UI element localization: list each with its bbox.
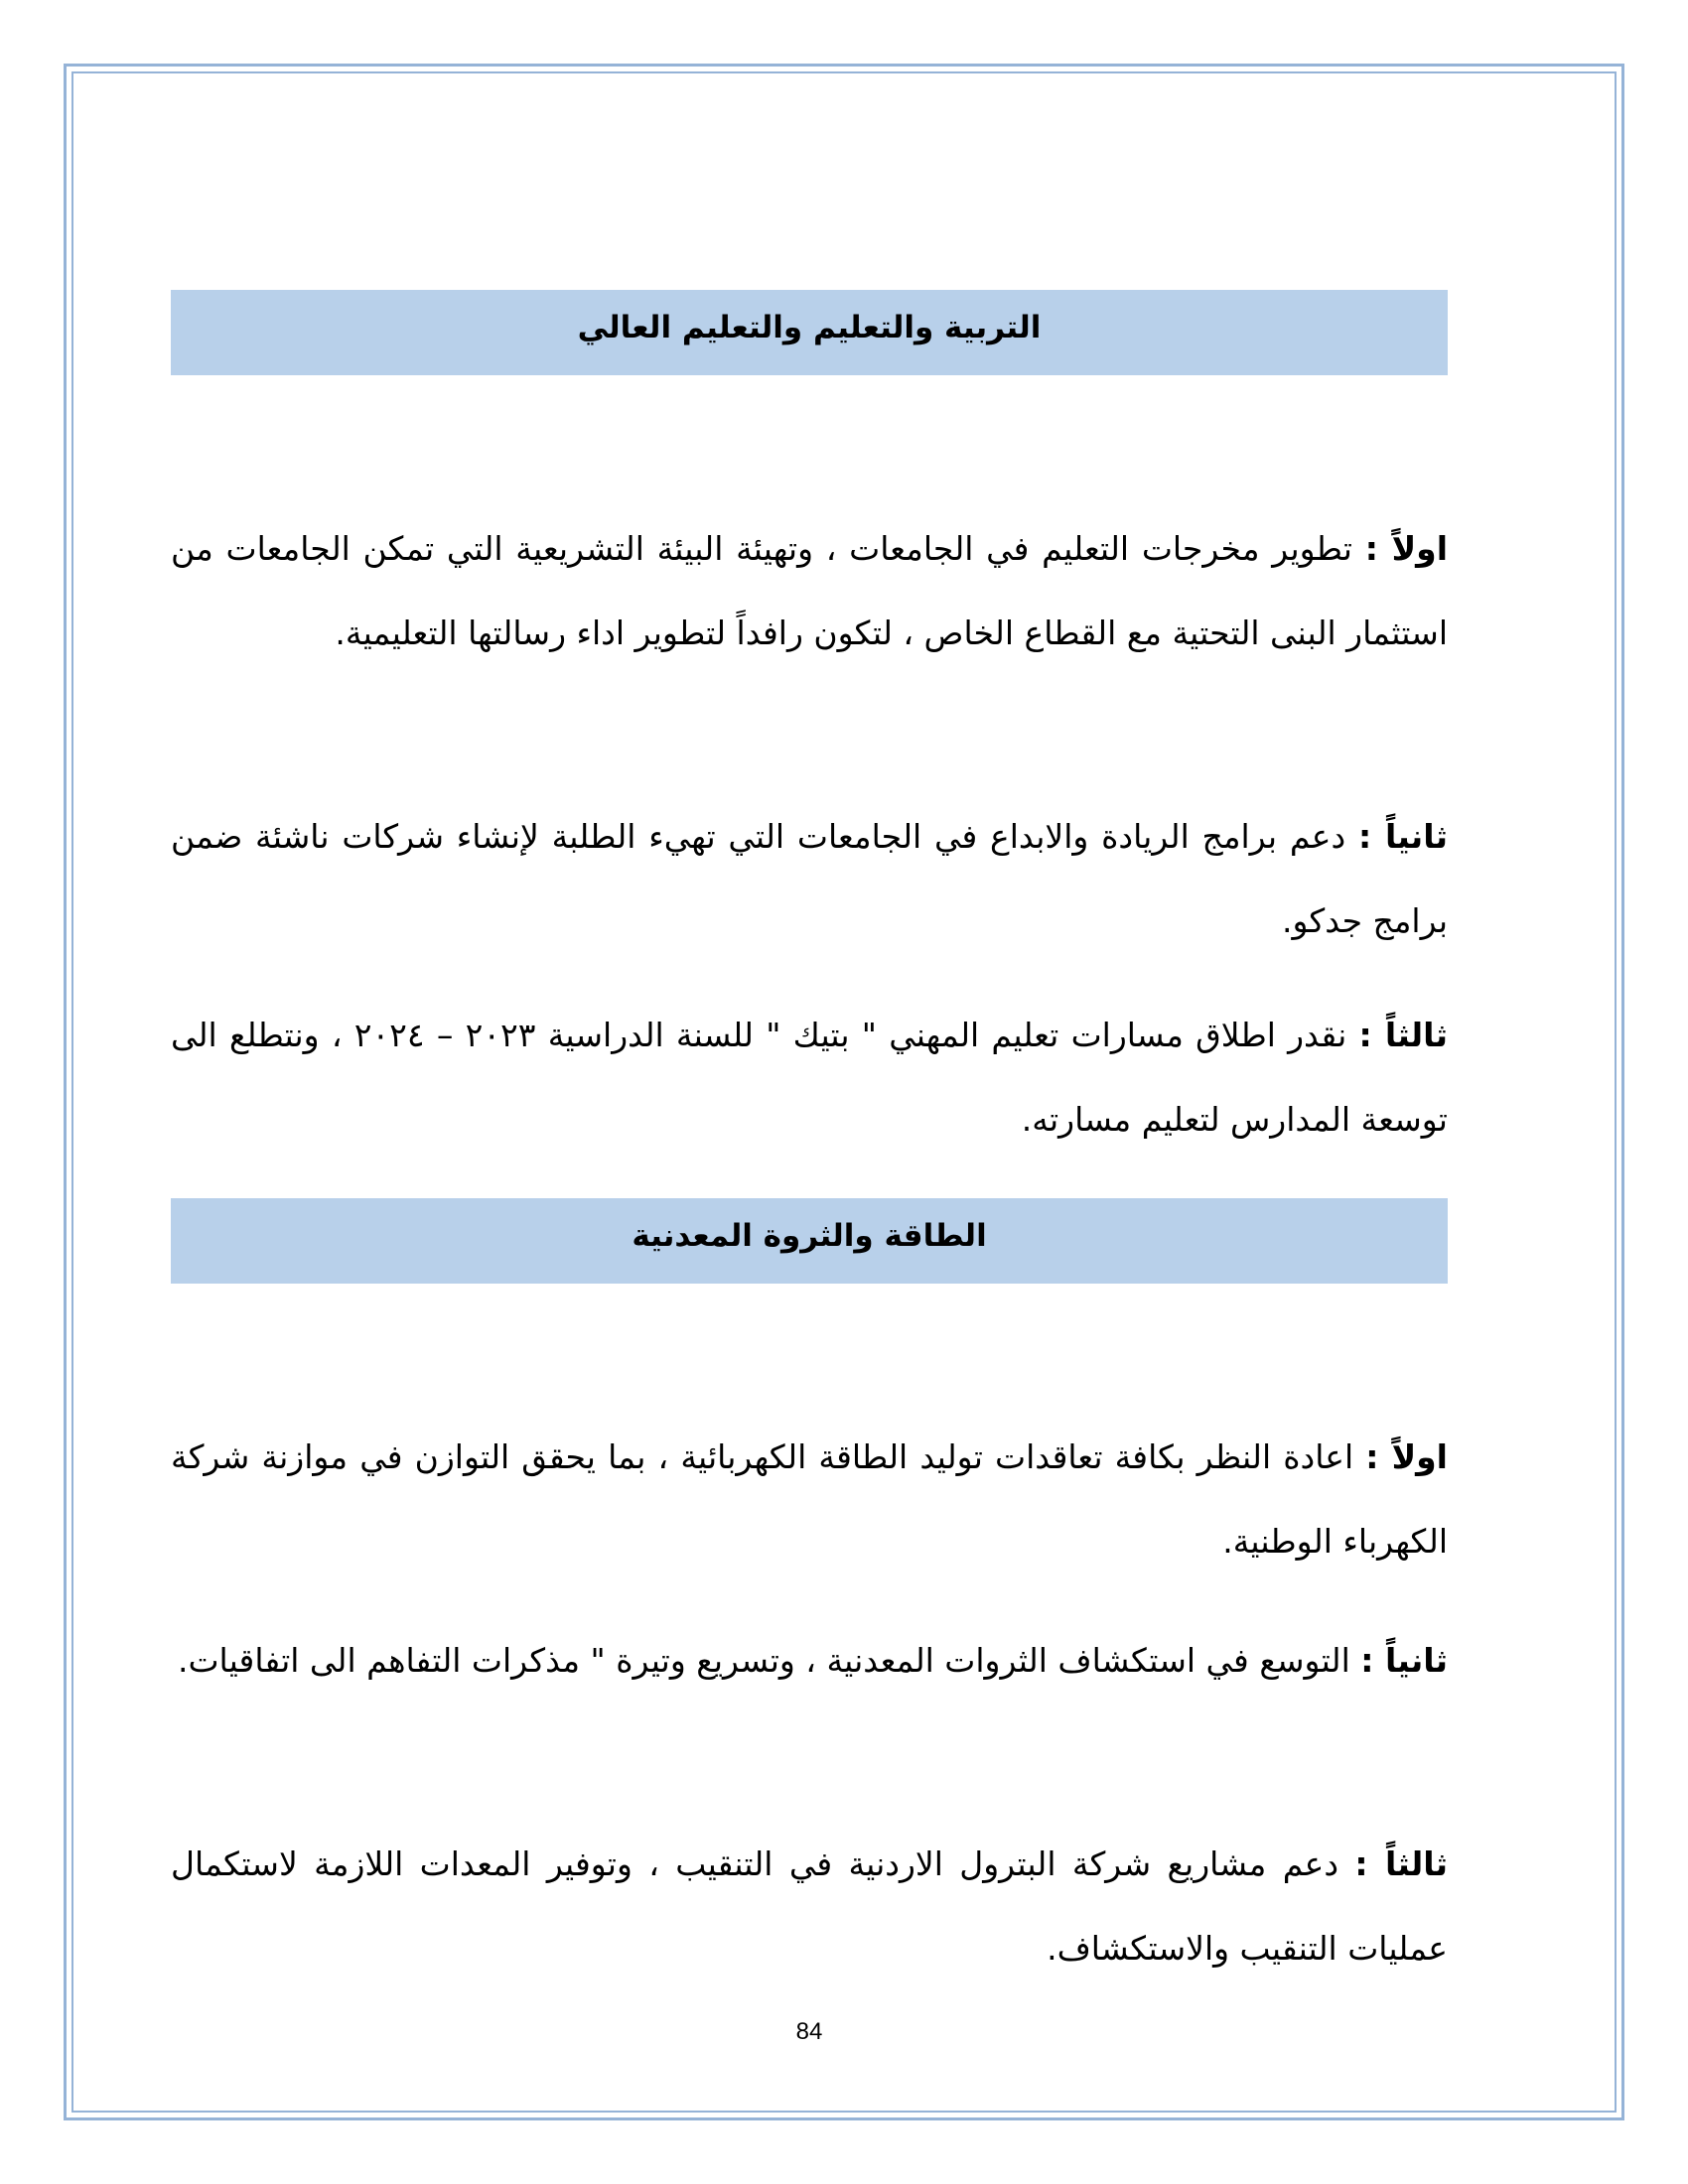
section-title: التربية والتعليم والتعليم العالي [577, 310, 1042, 345]
section-header-energy [171, 1198, 1448, 1284]
paragraph-text: دعم برامج الريادة والابداع في الجامعات التي تهيء الطلبة لإنشاء شركات ناشئة ضمن برامج جدكو. [171, 817, 1448, 940]
paragraph-label: اولاً : [1365, 1437, 1448, 1476]
paragraph-energy-3 [171, 1822, 1448, 1990]
section-title: الطاقة والثروة المعدنية [632, 1218, 987, 1254]
paragraph-text: التوسع في استكشاف الثروات المعدنية ، وتسريع وتيرة " مذكرات التفاهم الى اتفاقيات. [177, 1641, 1350, 1680]
page-number: 84 [795, 2018, 823, 2045]
paragraph-energy-1 [171, 1415, 1448, 1583]
paragraph-label: ثانياً : [1357, 817, 1448, 856]
paragraph-education-2 [171, 794, 1448, 963]
paragraph-text: نقدر اطلاق مسارات تعليم المهني " بتيك " للسنة الدراسية ٢٠٢٣ – ٢٠٢٤ ، ونتطلع الى توسعة المدارس لتعليم مسارته. [171, 1016, 1448, 1139]
paragraph-text: اعادة النظر بكافة تعاقدات توليد الطاقة الكهربائية ، بما يحقق التوازن في موازنة شركة الكهرباء الوطنية. [171, 1437, 1448, 1561]
paragraph-label: اولاً : [1364, 529, 1449, 568]
section-header-education [171, 290, 1448, 375]
paragraph-label: ثالثاً : [1358, 1016, 1448, 1054]
paragraph-label: ثانياً : [1360, 1641, 1448, 1680]
paragraph-education-3 [171, 993, 1448, 1161]
paragraph-label: ثالثاً : [1354, 1844, 1448, 1883]
paragraph-text: تطوير مخرجات التعليم في الجامعات ، وتهيئة البيئة التشريعية التي تمكن الجامعات من استثمار البنى التحتية مع القطاع الخاص ، لتكون رافداً لتطوير اداء رسالتها التعليمية. [171, 529, 1448, 652]
paragraph-education-1 [171, 506, 1448, 675]
paragraph-energy-2 [171, 1618, 1448, 1703]
paragraph-text: دعم مشاريع شركة البترول الاردنية في التنقيب ، وتوفير المعدات اللازمة لاستكمال عمليات التنقيب والاستكشاف. [171, 1844, 1448, 1968]
